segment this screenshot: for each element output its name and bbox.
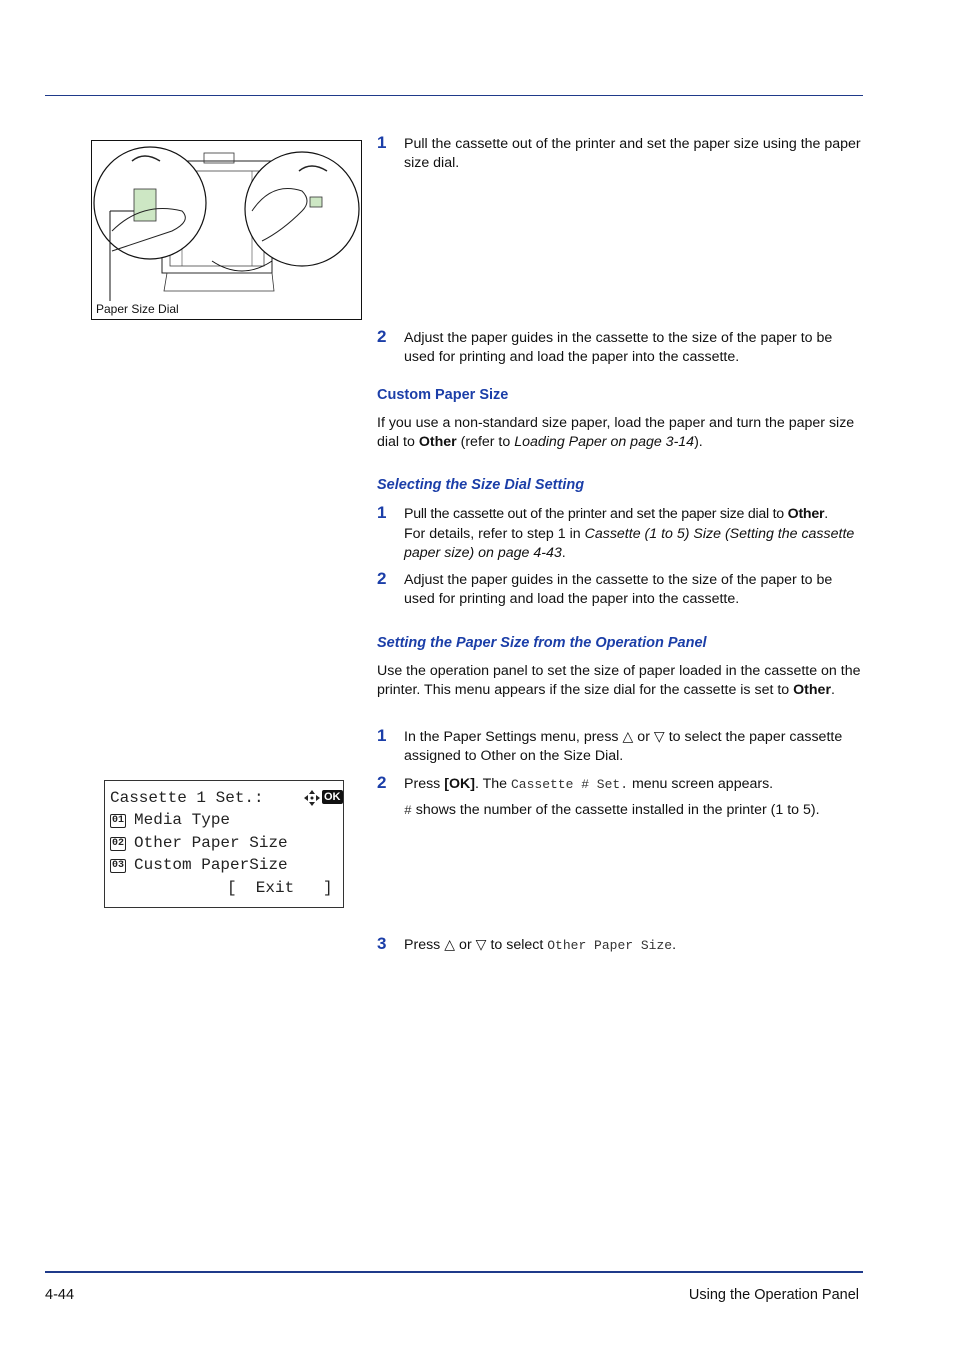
page-number: 4-44 <box>45 1287 75 1303</box>
step-number: 2 <box>377 773 387 792</box>
custom-paragraph: If you use a non-standard size paper, load the paper and turn the paper size dial to Other (refer to Loading Paper on page 3-14). <box>377 415 855 450</box>
step-text: Adjust the paper guides in the cassette to the size of the paper to be used for printing and load the paper into the cassette. <box>404 330 833 365</box>
step-number: 2 <box>377 327 387 346</box>
step-text: Pull the cassette out of the printer and set the paper size dial to Other. <box>404 506 828 522</box>
lcd-exit-button[interactable]: [ Exit ] <box>227 879 333 897</box>
footer-rule <box>45 1271 863 1273</box>
lcd-menu-item[interactable]: 02 Other Paper Size <box>112 834 288 852</box>
cassette-figure <box>91 140 362 320</box>
arrow-keys-icon <box>303 789 321 807</box>
subsection-heading: Selecting the Size Dial Setting <box>377 477 585 493</box>
step-number: 1 <box>377 503 387 522</box>
step-text: Pull the cassette out of the printer and set the paper size using the paper size dial. <box>404 136 861 171</box>
subsection-heading: Setting the Paper Size from the Operation Panel <box>377 635 707 651</box>
step-text: In the Paper Settings menu, press △ or ▽ to select the paper cassette assigned to Other on the Size Dial. <box>404 729 843 764</box>
footer-section-title: Using the Operation Panel <box>688 1287 859 1303</box>
step-note: # shows the number of the cassette installed in the printer (1 to 5). <box>404 802 820 818</box>
lcd-menu-item[interactable]: 01 Media Type <box>112 811 231 829</box>
header-rule <box>45 95 863 96</box>
step-text: Adjust the paper guides in the cassette to the size of the paper to be used for printing and load the paper into the cassette. <box>404 572 833 607</box>
step-number: 1 <box>377 726 387 745</box>
step-number: 1 <box>377 133 387 152</box>
panel-paragraph: Use the operation panel to set the size of paper loaded in the cassette on the printer. This menu appears if the size dial for the cassette is set to Other. <box>377 663 861 698</box>
lcd-title: Cassette 1 Set.: <box>110 789 264 807</box>
lcd-screen <box>104 780 344 908</box>
step-number: 2 <box>377 569 387 588</box>
section-heading: Custom Paper Size <box>377 387 509 403</box>
item-number-badge: 02 <box>112 838 125 849</box>
step-text: Press △ or ▽ to select Other Paper Size. <box>404 937 677 953</box>
ok-icon: OK <box>324 791 341 803</box>
step-text: Press [OK]. The Cassette # Set. menu screen appears. <box>404 776 774 792</box>
step-detail: For details, refer to step 1 in Cassette (1 to 5) Size (Setting the cassette paper size) on page 4-43. <box>404 526 855 561</box>
item-number-badge: 01 <box>112 815 125 826</box>
figure-caption: Paper Size Dial <box>96 302 179 316</box>
cassette-illustration <box>92 141 360 301</box>
lcd-menu-item[interactable]: 03 Custom PaperSize <box>112 856 288 874</box>
step-number: 3 <box>377 934 387 953</box>
item-number-badge: 03 <box>112 860 125 871</box>
